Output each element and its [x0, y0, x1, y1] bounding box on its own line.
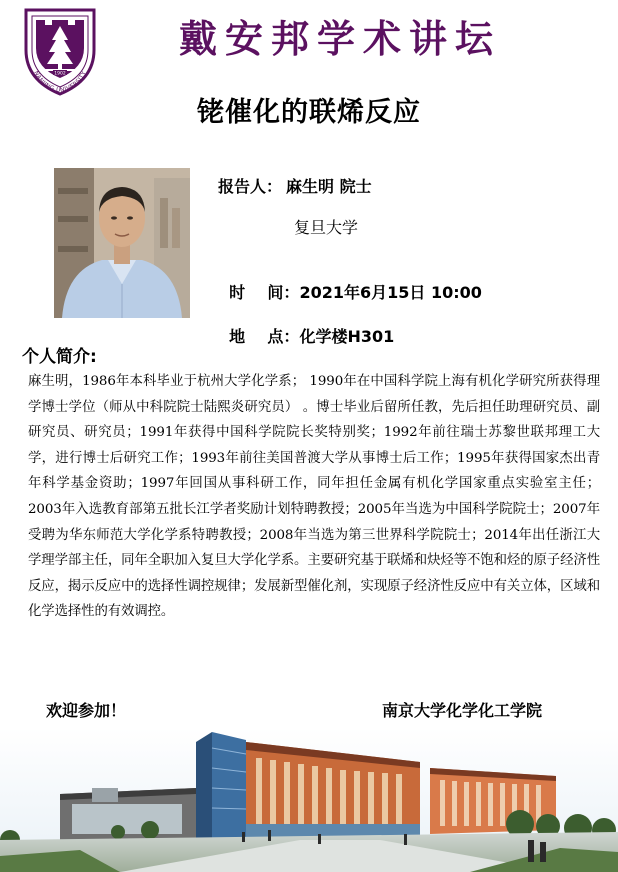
welcome-text: 欢迎参加！	[46, 701, 127, 720]
bio-text: 麻生明，1986年本科毕业于杭州大学化学系； 1990年在中国科学院上海有机化学研究所获得理学博士学位（师从中科院院士陆熙炎研究员） 。博士毕业后留所任教，先后担任助理研究员、副研究员、研究员；1991年获得中国科学院院长奖特别奖；1992年前往瑞士苏黎世联邦理工大学，进行博士后研究工作；1993年前往美国普渡大学从事博士后工作；1995年获得国家杰出青年科学基金资助；1997年回国从事科研工作，同年担任金属有机化学国家重点实验室主任；2003年入选教育部第五批长江学者奖励计划特聘教授；2005年当选为中国科学院院士；2007年受聘为华东师范大学化学系特聘教授；2008年当选为第三世界科学院院士；2014年出任浙江大学理学部主任，同年全职加入复旦大学化学系。主要研究基于联烯和炔烃等不饱和烃的原子经济性反应，揭示反应中的选择性调控规律；发展新型催化剂，实现原子经济性反应中有关立体，区域和化学选择性的有效调控。	[28, 374, 600, 620]
place-line	[218, 305, 394, 347]
talk-title: 铑催化的联烯反应	[197, 97, 421, 128]
time-value: 2021年6月15日 10:00	[299, 283, 482, 302]
place-value: 化学楼H301	[299, 327, 395, 346]
building-illustration	[0, 728, 618, 872]
portrait-image	[54, 168, 190, 318]
logo-year: 1902	[54, 71, 66, 77]
affiliation-line	[294, 215, 358, 238]
reporter-line	[218, 174, 372, 197]
bio-heading: 个人简介:	[22, 347, 97, 367]
university-logo	[22, 6, 98, 96]
time-line	[218, 261, 482, 303]
logo-text: NANJING UNIVERSITY	[32, 69, 88, 95]
speaker-photo	[54, 168, 190, 318]
speaker-affiliation: 复旦大学	[294, 218, 359, 237]
host-organization: 南京大学化学化工学院	[382, 701, 543, 720]
place-label: 地 点：	[229, 327, 300, 346]
lecture-series-title: 戴安邦学术讲坛	[178, 16, 501, 61]
speaker-name: 麻生明 院士	[286, 177, 372, 196]
reporter-label: 报告人：	[218, 177, 283, 196]
time-label: 时 间：	[229, 283, 300, 302]
